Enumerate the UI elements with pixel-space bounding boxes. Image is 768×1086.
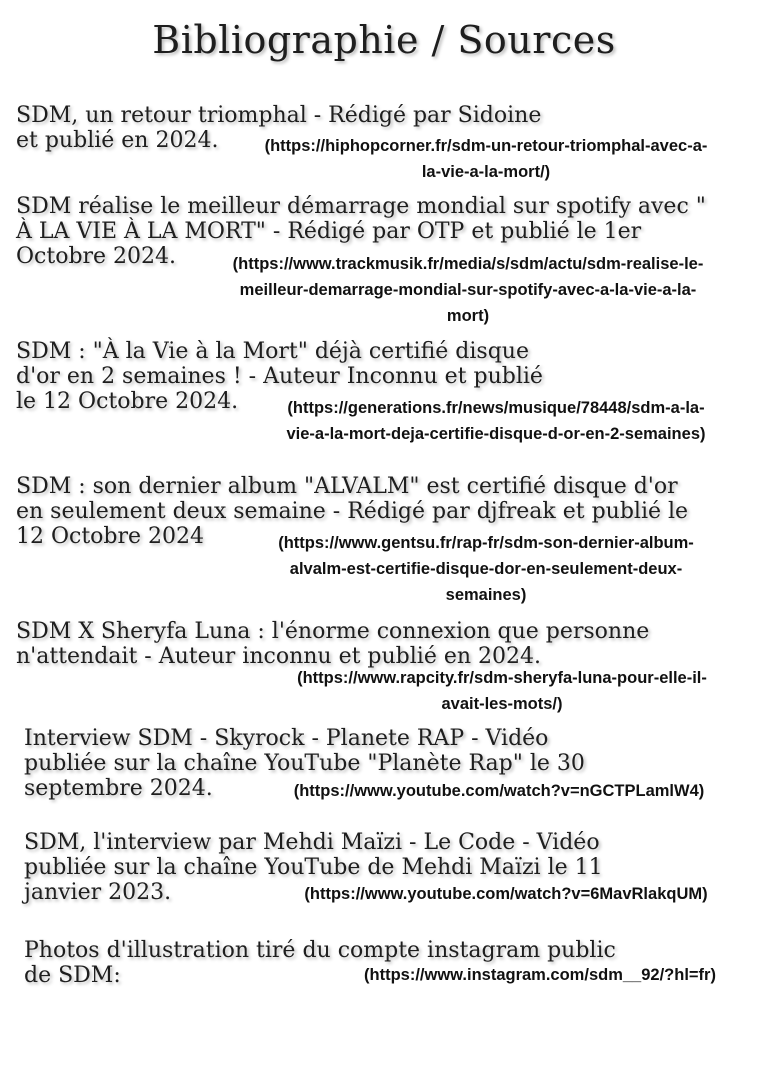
- source-link[interactable]: (https://www.instagram.com/sdm__92/?hl=fr): [364, 966, 716, 984]
- source-link[interactable]: (https://www.youtube.com/watch?v=6MavRlakqUM): [304, 885, 708, 903]
- bibliography-entry: [24, 830, 708, 905]
- bibliography-entry: [16, 619, 707, 713]
- entry-line: de SDM:: [24, 963, 121, 988]
- entry-line: SDM réalise le meilleur démarrage mondial sur spotify avec ": [16, 194, 706, 219]
- entry-line: en seulement deux semaine - Rédigé par djfreak et publié le: [16, 499, 689, 524]
- entry-line: Octobre 2024.: [16, 244, 177, 269]
- entry-line: le 12 Octobre 2024.: [16, 389, 239, 414]
- source-link[interactable]: (https://hiphopcorner.fr/sdm-un-retour-triomphal-avec-a- la-vie-a-la-mort/): [264, 137, 708, 181]
- bibliography-entry: [24, 938, 716, 988]
- entry-line: d'or en 2 semaines ! - Auteur Inconnu et publié: [16, 364, 543, 389]
- entry-line: 12 Octobre 2024: [16, 524, 205, 549]
- bibliography-entry: [24, 726, 705, 801]
- entry-line: septembre 2024.: [24, 776, 213, 801]
- bibliography-entry: [16, 194, 706, 325]
- entry-line: SDM : son dernier album "ALVALM" est certifié disque d'or: [16, 474, 678, 499]
- entry-line: n'attendait - Auteur inconnu et publié en 2024.: [16, 644, 542, 669]
- source-link[interactable]: (https://www.trackmusik.fr/media/s/sdm/actu/sdm-realise-le- meilleur-demarrage-mondial-sur-spotify-avec-a-la-vie-a-la- mort): [232, 255, 704, 325]
- source-link[interactable]: (https://www.gentsu.fr/rap-fr/sdm-son-dernier-album- alvalm-est-certifie-disque-dor-en-seulement-deux- semaines): [278, 534, 694, 604]
- entry-line: publiée sur la chaîne YouTube "Planète Rap" le 30: [24, 751, 585, 776]
- entry-line: janvier 2023.: [24, 880, 172, 905]
- entry-line: et publié en 2024.: [16, 128, 219, 153]
- bibliography-entry: [16, 103, 708, 181]
- bibliography-entry: [16, 474, 694, 604]
- entry-line: SDM : "À la Vie à la Mort" déjà certifié disque: [16, 339, 529, 364]
- entry-line: Photos d'illustration tiré du compte instagram public: [24, 938, 616, 963]
- source-link[interactable]: (https://www.rapcity.fr/sdm-sheryfa-luna-pour-elle-il- avait-les-mots/): [297, 669, 707, 713]
- source-link[interactable]: (https://www.youtube.com/watch?v=nGCTPLamlW4): [293, 782, 705, 800]
- entry-line: SDM, un retour triomphal - Rédigé par Sidoine: [16, 103, 542, 128]
- entry-line: Interview SDM - Skyrock - Planete RAP - Vidéo: [24, 726, 549, 751]
- entry-line: SDM X Sheryfa Luna : l'énorme connexion que personne: [16, 619, 650, 644]
- bibliography-entry: [16, 339, 706, 443]
- page-title: Bibliographie / Sources: [152, 18, 616, 62]
- entry-line: À LA VIE À LA MORT" - Rédigé par OTP et publié le 1er: [16, 219, 642, 244]
- source-link[interactable]: (https://generations.fr/news/musique/78448/sdm-a-la- vie-a-la-mort-deja-certifie-disque-d-or-en-2-semaines): [286, 399, 706, 443]
- entry-line: publiée sur la chaîne YouTube de Mehdi Maïzi le 11: [24, 855, 603, 880]
- entry-line: SDM, l'interview par Mehdi Maïzi - Le Code - Vidéo: [24, 830, 600, 855]
